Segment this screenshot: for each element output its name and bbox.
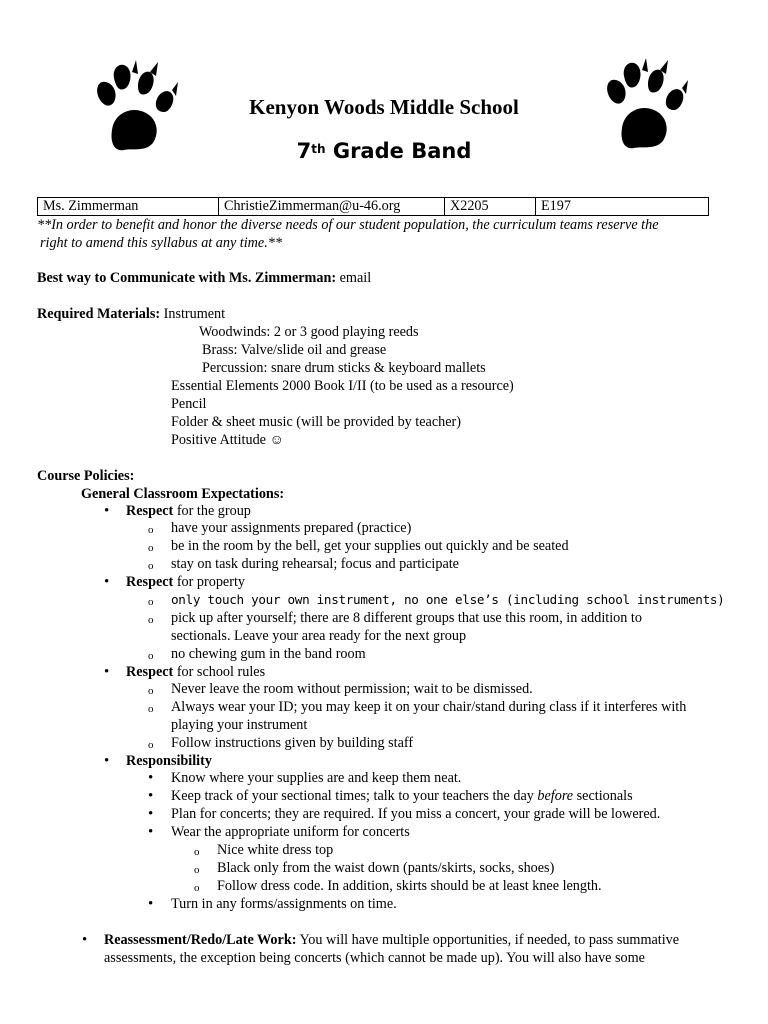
bullet-icon: • bbox=[148, 770, 154, 786]
materials-item: Pencil bbox=[171, 396, 207, 412]
list-item-continuation: playing your instrument bbox=[171, 717, 308, 733]
respect-rules-item: Respect for school rules bbox=[126, 664, 266, 680]
list-item: Plan for concerts; they are required. If you miss a concert, your grade will be lowered. bbox=[171, 806, 661, 822]
bullet-icon: • bbox=[148, 788, 154, 804]
extension-cell: X2205 bbox=[445, 198, 536, 216]
list-item: Nice white dress top bbox=[217, 842, 334, 858]
materials-item: Essential Elements 2000 Book I/II (to be used as a resource) bbox=[171, 378, 514, 394]
school-title: Kenyon Woods Middle School bbox=[249, 95, 519, 119]
list-item: Keep track of your sectional times; talk to your teachers the day before sectionals bbox=[171, 788, 633, 804]
circle-bullet-icon: o bbox=[148, 703, 154, 715]
bullet-icon: • bbox=[104, 664, 110, 680]
circle-bullet-icon: o bbox=[148, 596, 154, 608]
list-item: have your assignments prepared (practice) bbox=[171, 520, 412, 536]
materials-item: Folder & sheet music (will be provided by teacher) bbox=[171, 414, 461, 430]
respect-group-item: Respect for the group bbox=[126, 503, 251, 519]
teacher-name-cell: Ms. Zimmerman bbox=[38, 198, 219, 216]
bullet-icon: • bbox=[82, 932, 88, 948]
bullet-icon: • bbox=[148, 806, 154, 822]
reassessment-line: assessments, the exception being concerts (which cannot be made up). You will also have some bbox=[104, 950, 645, 966]
responsibility-heading: Responsibility bbox=[126, 753, 212, 769]
communication-line: Best way to Communicate with Ms. Zimmerman: email bbox=[37, 270, 372, 286]
list-item: Follow dress code. In addition, skirts should be at least knee length. bbox=[217, 878, 602, 894]
list-item: Black only from the waist down (pants/skirts, socks, shoes) bbox=[217, 860, 555, 876]
bullet-icon: • bbox=[104, 574, 110, 590]
bullet-icon: • bbox=[148, 896, 154, 912]
contact-table bbox=[37, 197, 709, 216]
list-item-continuation: sectionals. Leave your area ready for the next group bbox=[171, 628, 467, 644]
circle-bullet-icon: o bbox=[148, 739, 154, 751]
materials-sub-item: Percussion: snare drum sticks & keyboard mallets bbox=[202, 360, 486, 376]
policies-heading: Course Policies: bbox=[37, 468, 135, 484]
bullet-icon: • bbox=[148, 824, 154, 840]
circle-bullet-icon: o bbox=[148, 542, 154, 554]
bullet-icon: • bbox=[104, 503, 110, 519]
disclaimer-line: right to amend this syllabus at any time.** bbox=[40, 235, 282, 251]
email-cell: ChristieZimmerman@u-46.org bbox=[219, 198, 445, 216]
materials-sub-item: Brass: Valve/slide oil and grease bbox=[202, 342, 387, 358]
list-item: stay on task during rehearsal; focus and participate bbox=[171, 556, 459, 572]
list-item: pick up after yourself; there are 8 different groups that use this room, in addition to bbox=[171, 610, 642, 626]
circle-bullet-icon: o bbox=[194, 882, 200, 894]
room-cell: E197 bbox=[536, 198, 709, 216]
list-item: Never leave the room without permission; wait to be dismissed. bbox=[171, 681, 533, 697]
list-item: Always wear your ID; you may keep it on your chair/stand during class if it interferes with bbox=[171, 699, 687, 715]
disclaimer-line: **In order to benefit and honor the diverse needs of our student population, the curriculum teams reserve the bbox=[37, 217, 659, 233]
circle-bullet-icon: o bbox=[194, 864, 200, 876]
materials-item: Positive Attitude ☺ bbox=[171, 432, 285, 448]
list-item: Wear the appropriate uniform for concerts bbox=[171, 824, 410, 840]
list-item: no chewing gum in the band room bbox=[171, 646, 366, 662]
circle-bullet-icon: o bbox=[148, 560, 154, 572]
circle-bullet-icon: o bbox=[194, 846, 200, 858]
materials-sub-item: Woodwinds: 2 or 3 good playing reeds bbox=[199, 324, 419, 340]
materials-heading: Required Materials: Instrument bbox=[37, 306, 226, 322]
list-item: Turn in any forms/assignments on time. bbox=[171, 896, 397, 912]
bullet-icon: • bbox=[104, 753, 110, 769]
course-title: 7th Grade Band bbox=[296, 139, 472, 163]
list-item: Follow instructions given by building staff bbox=[171, 735, 414, 751]
respect-property-item: Respect for property bbox=[126, 574, 245, 590]
expectations-heading: General Classroom Expectations: bbox=[81, 486, 285, 502]
circle-bullet-icon: o bbox=[148, 614, 154, 626]
circle-bullet-icon: o bbox=[148, 685, 154, 697]
list-item: be in the room by the bell, get your supplies out quickly and be seated bbox=[171, 538, 569, 554]
reassessment-line: Reassessment/Redo/Late Work: You will have multiple opportunities, if needed, to pass summative bbox=[104, 932, 680, 948]
list-item: only touch your own instrument, no one else’s (including school instruments) bbox=[171, 592, 725, 607]
list-item: Know where your supplies are and keep them neat. bbox=[171, 770, 462, 786]
circle-bullet-icon: o bbox=[148, 524, 154, 536]
circle-bullet-icon: o bbox=[148, 650, 154, 662]
